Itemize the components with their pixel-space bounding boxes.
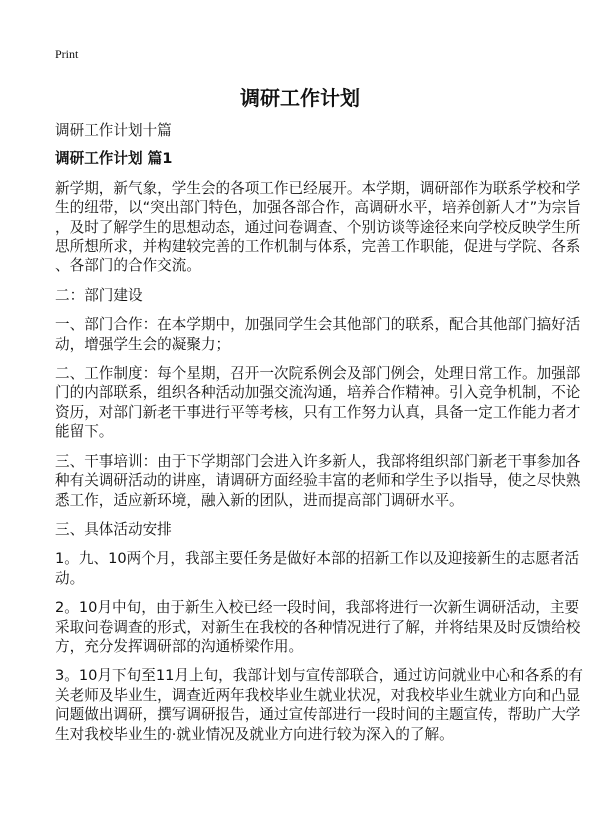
paragraph (55, 666, 584, 744)
paragraph-line: 能留下。 (55, 423, 114, 441)
paragraph-line: 三、干事培训：由于下学期部门会进入许多新人，我部将组织部门新老干事参加各 (55, 452, 581, 470)
paragraph-line: 1。九、10两个月，我部主要任务是做好本部的招新工作以及迎接新生的志愿者活 (55, 550, 580, 568)
paragraph-line: 、各部门的合作交流。 (55, 257, 201, 275)
paragraph-line: 问题做出调研，撰写调研报告，通过宣传部进行一段时间的主题宣传，帮助广大学 (55, 706, 581, 724)
paragraph-line: 关老师及毕业生，调查近两年我校毕业生就业状况，对我校毕业生就业方向和凸显 (55, 686, 581, 704)
paragraph-line: 生的纽带，以“突出部门特色，加强各部合作，高调研水平，培养创新人才”为宗旨 (55, 199, 581, 217)
paragraph-line: 动。 (55, 569, 85, 587)
paragraph (55, 549, 580, 588)
document-subtitle: 调研工作计划十篇 (55, 122, 172, 139)
paragraph (55, 364, 581, 442)
paragraph-line: 三、具体活动安排 (55, 520, 172, 538)
paragraph-line: 新学期，新气象，学生会的各项工作已经展开。本学期，调研部作为联系学校和学 (55, 179, 581, 197)
paragraph (55, 452, 581, 510)
section-heading: 调研工作计划 篇1 (55, 150, 173, 168)
paragraph (55, 315, 581, 354)
paragraph-line: ，及时了解学生的思想动态，通过问卷调查、个别访谈等途径来向学校反映学生所 (55, 218, 581, 236)
paragraph-line: 采取问卷调查的形式，对新生在我校的各种情况进行了解，并将结果及时反馈给校 (55, 618, 581, 636)
paragraph (55, 598, 581, 656)
paragraph-line: 二：部门建设 (55, 286, 143, 304)
paragraph-line: 种有关调研活动的讲座，请调研方面经验丰富的老师和学生予以指导，使之尽快熟 (55, 472, 581, 490)
paragraph-line: 门的内部联系，组织各种活动加强交流沟通，培养合作精神。引入竞争机制，不论 (55, 384, 581, 402)
paragraph-line: 动，增强学生会的凝聚力； (55, 335, 231, 353)
paragraph-line: 二、工作制度：每个星期，召开一次院系例会及部门例会，处理日常工作。加强部 (55, 365, 581, 383)
paragraph (55, 286, 555, 305)
paragraph-line: 悉工作，适应新环境，融入新的团队，进而提高部门调研水平。 (55, 491, 464, 509)
paragraph (55, 520, 555, 539)
paragraph-line: 资历，对部门新老干事进行平等考核，只有工作努力认真，具备一定工作能力者才 (55, 403, 581, 421)
paragraph-line: 思所想所求，并构建较完善的工作机制与体系，完善工作职能，促进与学院、各系 (55, 238, 581, 256)
paragraph (55, 179, 581, 276)
paragraph-line: 一、部门合作：在本学期中，加强同学生会其他部门的联系，配合其他部门搞好活 (55, 316, 581, 334)
print-link[interactable]: Print (55, 47, 79, 61)
paragraph-line: 方，充分发挥调研部的沟通桥梁作用。 (55, 637, 304, 655)
paragraph-line: 生对我校毕业生的·就业情况及就业方向进行较为深入的了解。 (55, 725, 454, 743)
paragraph-line: 3。10月下旬至11月上旬，我部计划与宣传部联合，通过访问就业中心和各系的有 (55, 667, 584, 685)
paragraph-line: 2。10月中旬，由于新生入校已经一段时间，我部将进行一次新生调研活动，主要 (55, 599, 580, 617)
document-body (55, 121, 584, 754)
page-title: 调研工作计划 (240, 86, 360, 110)
